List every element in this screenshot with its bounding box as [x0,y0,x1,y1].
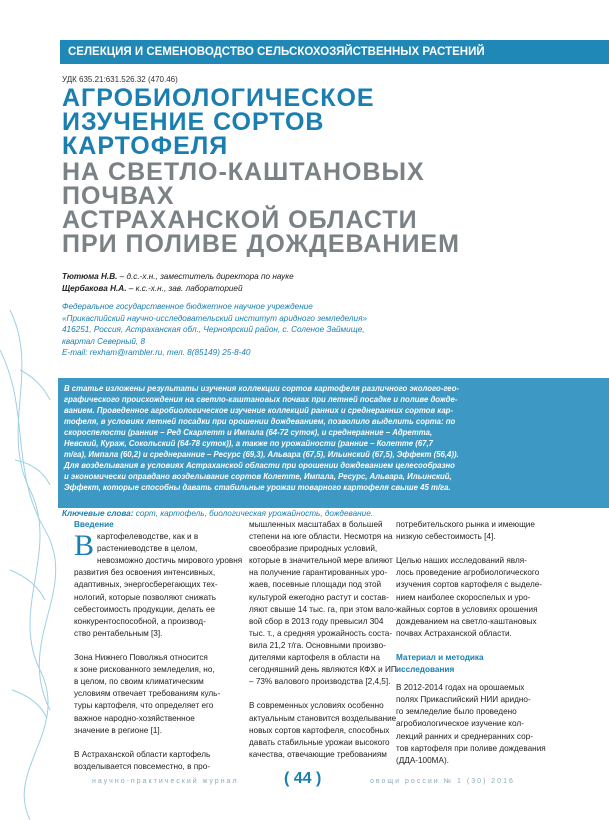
text-line: давать стабильные урожаи высокого [249,737,390,747]
text-line: на получение гарантированных уро- [249,568,388,578]
text-line: (ДДА-100МА). [396,755,449,765]
abstract-line: Эффект, которые способны давать стабильные урожаи товарного картофеля свыше 45 т/га. [64,483,451,492]
text-line: почвах Астраханской области. [396,628,512,638]
abstract-line: ванием. Проведенное агробиологическое изучение коллекций ранних и среднеранних сортов кар- [64,406,454,415]
text-line: жайных сортов в условиях орошения [396,604,538,614]
text-line: изучения сортов картофеля с выделе- [396,580,543,590]
text-line: важное народно-хозяйственное [74,713,195,723]
text-line: невозможно достичь мирового уровня [97,556,243,566]
title-secondary [62,160,460,256]
text-line: тов картофеля при поливе дождевания [396,743,546,753]
text-line: актуальным становится возделывание [249,713,397,723]
column-1 [74,519,243,773]
keywords-text: сорт, картофель, биологическая урожайность, дождевание. [133,509,374,518]
text-line: мышленных масштабах в большей [249,520,383,529]
author-role: – д.с.-х.н., заместитель директора по науке [117,272,294,281]
footer-journal: научно-практический журнал [92,778,239,785]
text-line: развития без освоения интенсивных, [74,568,216,578]
text-line [74,737,234,749]
text-line: ляют свыше 14 тыс. га, при этом вало- [249,604,397,614]
text-line [74,640,234,652]
footer-issue: овощи россии № 1 (30) 2016 [370,778,515,785]
heading-introduction: Введение [74,520,114,529]
heading-methods: исследования [396,665,455,675]
title-line: ИЗУЧЕНИЕ СОРТОВ [62,108,325,136]
text-line: сегодняшний день являются КФХ и ИП [249,665,397,675]
text-line: вила 21,2 т/га. Основными произво- [249,640,386,650]
affiliation-line: квартал Северный, 8 [62,336,146,346]
text-line: го земледелие было проведено [396,707,517,717]
text-line: адаптивных, энергосберегающих тех- [74,580,218,590]
text-line: – 73% валового производства [2,4,5]. [249,677,391,687]
author-name: Щербакова Н.А. [62,284,127,293]
text-line: В Астраханской области картофель [74,749,211,759]
column-2 [249,519,399,761]
affiliation-line: 416251, Россия, Астраханская обл., Черноярский район, с. Соленое Займище, [62,325,365,334]
text-line: лекций ранних и среднеранних сор- [396,731,533,741]
authors [62,271,294,295]
text-line: значение в регионе [1]. [74,725,162,735]
text-line: культурой ежегодно растут и состав- [249,592,389,602]
text-line: ство рентабельным [3]. [74,628,163,638]
column-3 [396,519,556,767]
text-line: полях Прикаспийский НИИ аридно- [396,695,531,705]
title-primary [62,86,375,158]
author-name: Тютюма Н.В. [62,272,118,281]
title-line: АСТРАХАНСКОЙ ОБЛАСТИ [62,206,418,234]
abstract-box [58,378,609,508]
abstract-line: т/га), Импала (60,2) и среднеранние – Ресурс (69,3), Альвара (67,5), Ильинский (67,5), Эффект (56,4)). [64,450,459,459]
text-line: Целью наших исследований явля- [396,556,527,566]
text-line: В современных условиях особенно [249,701,384,711]
author-role: – к.с.-х.н., зав. лабораторией [126,284,243,293]
text-line: качества, отвечающие требованиям [249,749,387,759]
page-number: ( 44 ) [284,770,322,787]
text-line: потребительского рынка и имеющие [396,520,535,529]
author-line [62,283,294,295]
title-line: КАРТОФЕЛЯ [62,132,229,160]
abstract-line: графического происхождения на светло-каштановых почвах при летней посадке и поливе дожде- [64,395,458,404]
text-line: агробиологическое изучение кол- [396,719,524,729]
text-line: себестоимость продукции, делать ее [74,604,215,614]
abstract-line: Невский, Кураж, Сокольский (64-78 суток)), а также по урожайности (ранние – Колетте (67,7 [64,439,434,448]
text-line: лось проведение агробиологического [396,568,540,578]
text-line: новых сортов картофеля, способных [249,725,390,735]
title-line: ПРИ ПОЛИВЕ ДОЖДЕВАНИЕМ [62,230,460,258]
text-line: условиям отвечает требованиям куль- [74,689,221,699]
text-line: В 2012-2014 годах на орошаемых [396,683,525,693]
text-line: тыс. т., а средняя урожайность соста- [249,628,393,638]
affiliation [62,301,367,359]
text-line: растениеводстве в целом, [97,544,198,554]
abstract-line: Для возделывания в условиях Астраханской области при орошении дождеванием целесообразно [64,461,455,470]
keywords-label: Ключевые слова: [62,509,134,518]
text-line: степени на юге области. Несмотря на [249,532,393,542]
text-line: дождеванием на светло-каштановых [396,616,537,626]
keywords [62,509,373,518]
text-line: вой сбор в 2013 году превысил 304 [249,616,384,626]
affiliation-line: Федеральное государственное бюджетное научное учреждение [62,302,313,311]
title-line: НА СВЕТЛО-КАШТАНОВЫХ [62,158,425,186]
abstract-line: В статье изложены результаты изучения коллекции сортов картофеля различного эколого-гео- [64,384,460,393]
text-line: которые в значительной мере влияют [249,556,393,566]
abstract-line: скороспелости (ранние – Ред Скарлетт и Импала (64-72 суток), и среднеранние – Адретта, [64,428,433,437]
text-line [249,688,399,700]
text-line: конкурентоспособной, а производ- [74,616,206,626]
page-footer [60,770,609,794]
heading-methods: Материал и методика [396,652,484,662]
text-line: дителями картофеля в области на [249,653,380,663]
affiliation-contact: E-mail: rexham@rambler.ru, тел. 8(85149) 25-8-40 [62,348,251,357]
title-line: АГРОБИОЛОГИЧЕСКОЕ [62,84,375,112]
text-line: нологий, которые позволяют снижать [74,592,217,602]
text-line: картофелеводстве, как и в [97,532,199,542]
text-line: в целом, по своим климатическим [74,677,204,687]
text-line [396,543,556,555]
text-line: низкую себестоимость [4]. [396,532,496,542]
text-line: жаев, посевные площади под этой [249,580,382,590]
drop-cap: В [74,529,95,563]
text-line: своеобразие природных условий, [249,544,378,554]
text-line: нием наиболее скороспелых и уро- [396,592,531,602]
spacer [396,640,556,652]
affiliation-line: «Прикаспийский научно-исследовательский институт аридного земледелия» [62,313,368,323]
abstract-line: тофеля, в условиях летней посадки при орошении дождеванием, позволило выделить сорта: по [64,417,456,426]
text-line: к зоне рискованного земледелия, но, [74,665,215,675]
title-line: ПОЧВАХ [62,182,175,210]
text-line: возделывается повсеместно, в про- [74,761,210,771]
section-banner: СЕЛЕКЦИЯ И СЕМЕНОВОДСТВО СЕЛЬСКОХОЗЯЙСТВЕННЫХ РАСТЕНИЙ [60,40,609,64]
text-line: туры картофеля, что определяет его [74,701,214,711]
author-line [62,271,294,283]
udk-code: УДК 635.21:631.526.32 (470.46) [62,75,178,84]
decorative-leaf-pattern [0,310,60,820]
abstract-line: и экономически оправдано возделывание сортов Колетте, Импала, Ресурс, Альвара, Ильинский, [64,472,452,481]
text-line: Зона Нижнего Поволжья относится [74,653,208,663]
